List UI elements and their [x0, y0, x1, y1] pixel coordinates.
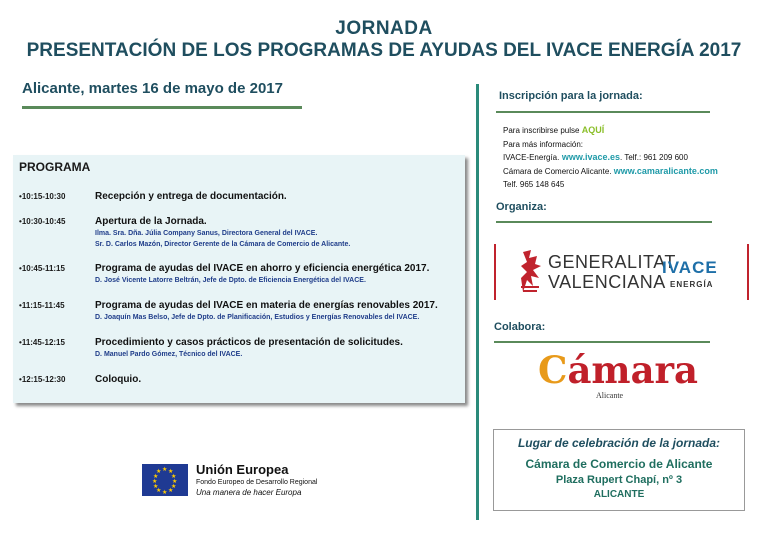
program-speaker: D. Joaquín Mas Belso, Jefe de Dpto. de Planificación, Estudios y Energías Renovables del IVACE. [95, 314, 420, 321]
program-time: • 11:15-11:45 [19, 301, 65, 310]
eu-title: Unión Europea [196, 462, 289, 477]
program-speaker: D. José Vicente Latorre Beltrán, Jefe de Dpto. de Eficiencia Energética del IVACE. [95, 277, 366, 284]
registration-divider [496, 111, 710, 113]
eu-fund: Fondo Europeo de Desarrollo Regional [196, 479, 318, 486]
organizer-right-bar [747, 244, 749, 300]
generalitat-line2: VALENCIANA [548, 272, 666, 292]
camara-phone: Telf. 965 148 645 [503, 180, 565, 189]
program-text: Recepción y entrega de documentación. [95, 191, 287, 202]
organizer-heading: Organiza: [496, 201, 547, 213]
ivace-logo: IVACE [662, 258, 718, 277]
program-speaker: Sr. D. Carlos Mazón, Director Gerente de la Cámara de Comercio de Alicante. [95, 241, 351, 248]
ivace-website-link[interactable]: www.ivace.es [559, 152, 621, 162]
column-divider [476, 84, 479, 520]
registration-info [503, 124, 718, 192]
eu-motto: Una manera de hacer Europa [196, 488, 302, 497]
program-speaker: Ilma. Sra. Dña. Júlia Company Sanus, Directora General del IVACE. [95, 230, 318, 237]
camara-logo-text: ámara [567, 348, 699, 392]
program-time: • 12:15-12:30 [19, 375, 65, 384]
collaborator-heading: Colabora: [494, 321, 546, 333]
venue-city: ALICANTE [593, 489, 645, 500]
program-text: Programa de ayudas del IVACE en ahorro y eficiencia energética 2017. [95, 263, 430, 274]
ivace-logo-sub: ENERGÍA [670, 280, 714, 289]
program-box [13, 155, 465, 403]
venue-address: Plaza Rupert Chapí, nº 3 [555, 474, 683, 486]
program-heading: PROGRAMA [19, 160, 91, 174]
camara-logo [538, 350, 698, 390]
generalitat-logo-text [548, 252, 676, 292]
more-info-label: Para más información: [503, 139, 584, 149]
program-time: • 10:30-10:45 [19, 217, 65, 226]
camara-website-link[interactable]: www.camaralicante.com [613, 165, 718, 176]
program-text: Procedimiento y casos prácticos de presentación de solicitudes. [95, 337, 403, 348]
event-main-title: PRESENTACIÓN DE LOS PROGRAMAS DE AYUDAS DEL IVACE ENERGÍA 2017 [26, 40, 742, 61]
register-prompt: Para inscribirse pulse [503, 126, 582, 135]
camara-contact-label: Cámara de Comercio Alicante. [503, 166, 614, 176]
program-time: • 10:45-11:15 [19, 264, 65, 273]
ivace-phone: . Telf.: 961 209 600 [620, 153, 688, 162]
event-date: Alicante, martes 16 de mayo de 2017 [22, 80, 283, 97]
collaborator-divider [494, 341, 710, 343]
organizer-divider [496, 221, 712, 223]
ivace-contact-label: IVACE-Energía. [503, 153, 560, 162]
generalitat-crest-icon [517, 248, 547, 296]
eu-flag-icon: ★ ★ ★ ★ ★ ★ ★ ★ ★ ★ ★ ★ [142, 464, 188, 496]
generalitat-line1: GENERALITAT [548, 252, 676, 272]
registration-heading: Inscripción para la jornada: [499, 90, 643, 102]
venue-heading: Lugar de celebración de la jornada: [517, 436, 721, 450]
venue-box [493, 429, 745, 511]
program-time: • 11:45-12:15 [19, 338, 65, 347]
camara-logo-sub: Alicante [596, 391, 624, 400]
program-text: Apertura de la Jornada. [95, 216, 207, 227]
event-type-title: JORNADA [335, 18, 433, 39]
program-text: Programa de ayudas del IVACE en materia de energías renovables 2017. [95, 300, 438, 311]
venue-name: Cámara de Comercio de Alicante [525, 457, 713, 471]
date-divider [22, 106, 302, 109]
program-text: Coloquio. [95, 374, 142, 385]
program-time: • 10:15-10:30 [19, 192, 65, 201]
register-link[interactable]: AQUÍ [581, 125, 605, 135]
program-speaker: D. Manuel Pardo Gómez, Técnico del IVACE. [95, 351, 243, 358]
organizer-left-bar [494, 244, 496, 300]
camara-logo-c: C [538, 348, 568, 392]
